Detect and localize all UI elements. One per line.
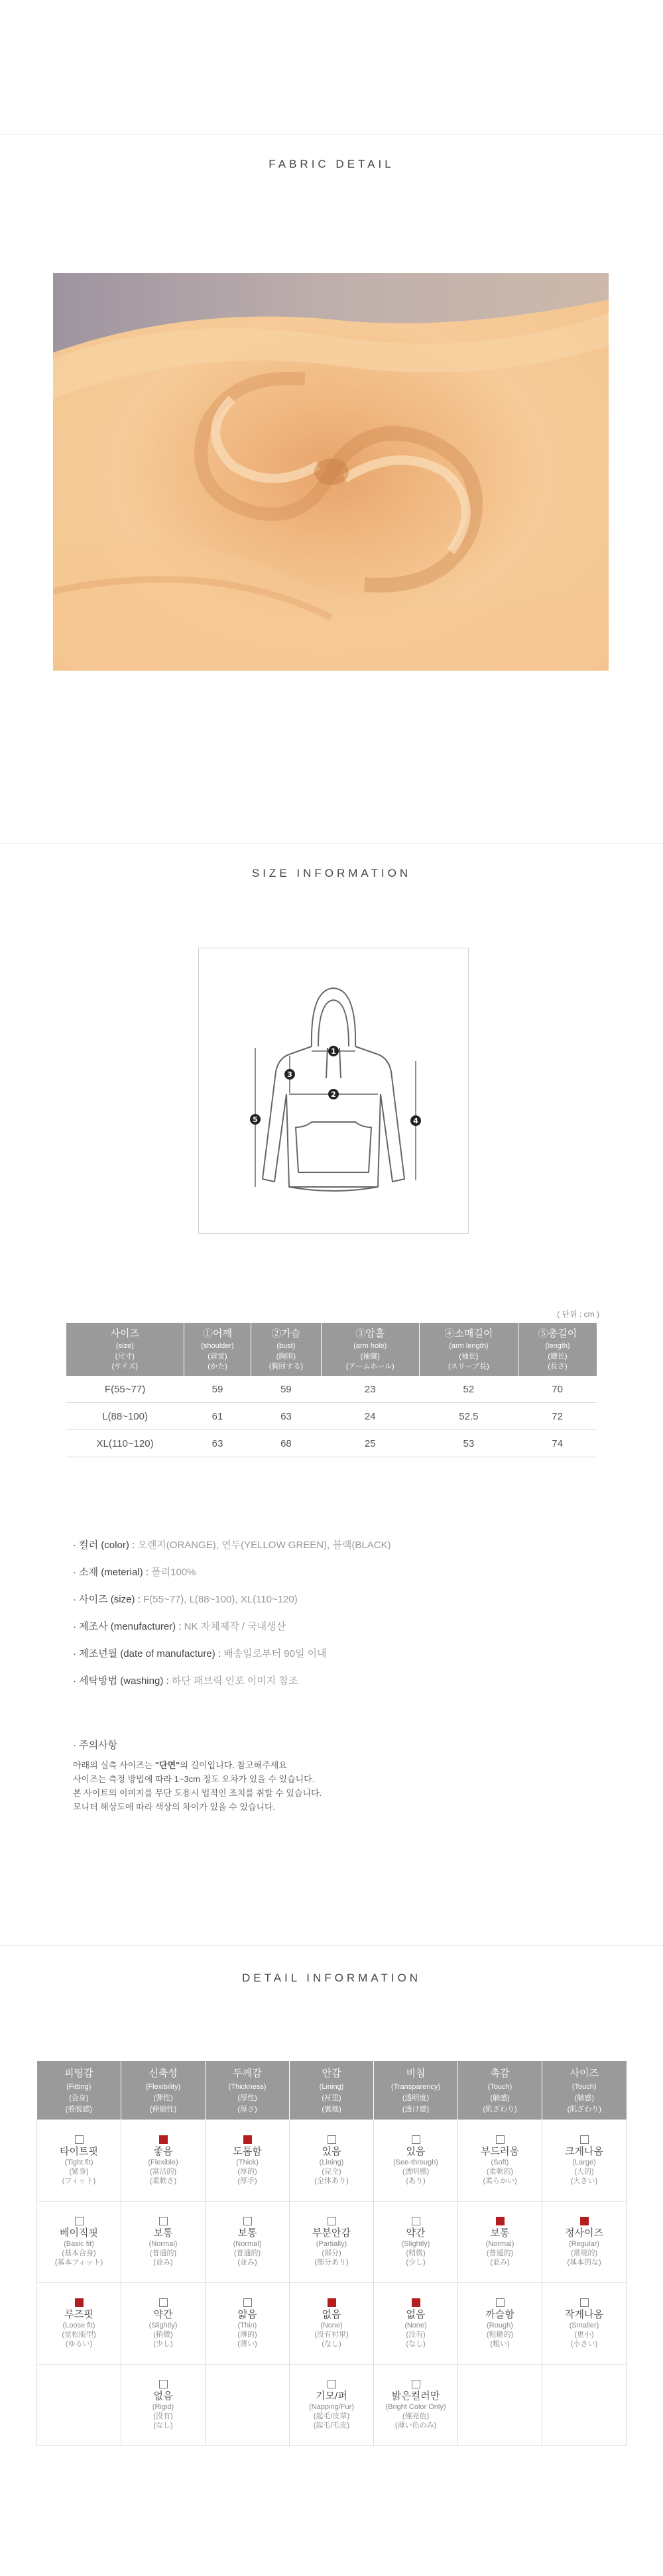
unit-note: ( 단위 : cm ) — [557, 1310, 599, 1319]
header-jp: (スリーブ長) — [448, 1363, 489, 1371]
size-table-cell: 24 — [321, 1403, 419, 1430]
option-cn: (厚的) — [237, 2168, 257, 2176]
marker-5: 5 — [253, 1115, 258, 1124]
checkbox-icon — [580, 2135, 589, 2144]
detail-table-cell — [37, 2283, 121, 2365]
detail-table-header — [458, 2061, 542, 2120]
header-cn: (厚性) — [237, 2094, 257, 2102]
header-jp: (胸回する) — [269, 1363, 304, 1371]
detail-table-cell — [374, 2283, 458, 2365]
section-divider — [0, 843, 663, 844]
option-label: 베이직핏 — [60, 2227, 98, 2239]
header-en: (Flexibility) — [145, 2082, 181, 2091]
size-table-cell: 63 — [251, 1403, 321, 1430]
top-divider — [0, 134, 663, 135]
detail-table-header — [206, 2061, 290, 2120]
option-jp: (粗い) — [490, 2340, 510, 2349]
option-en: (Normal) — [233, 2240, 262, 2249]
header-en: (Thickness) — [228, 2082, 267, 2091]
option-en: (Loose fit) — [62, 2322, 95, 2330]
notice-block — [73, 1738, 603, 1814]
header-cn: (袖窿) — [360, 1352, 380, 1361]
option-label: 없음 — [322, 2309, 341, 2321]
header-main: 피팅감 — [64, 2068, 93, 2079]
size-table-cell: 59 — [184, 1376, 251, 1403]
option-label: 보통 — [237, 2227, 257, 2239]
option-en: (See-through) — [393, 2158, 438, 2167]
header-en: (bust) — [276, 1341, 296, 1350]
option-cn: (普通的) — [486, 2249, 514, 2258]
header-main: 사이즈 — [570, 2068, 599, 2079]
marker-2: 2 — [331, 1090, 336, 1099]
option-cn: (普通的) — [233, 2249, 261, 2258]
option-label: 보통 — [153, 2227, 173, 2239]
option-cn: (完全) — [322, 2168, 341, 2176]
option-jp: (柔らかい) — [483, 2177, 517, 2186]
marker-1: 1 — [331, 1047, 336, 1056]
product-info-value: NK 자체제작 / 국내생산 — [184, 1621, 286, 1632]
checked-box-icon — [580, 2217, 589, 2225]
option-label: 약간 — [153, 2309, 173, 2321]
product-info-item — [73, 1565, 603, 1592]
product-info-item — [73, 1673, 603, 1701]
header-cn: (袖长) — [459, 1352, 479, 1361]
size-table-cell: 23 — [321, 1376, 419, 1403]
option-en: (Rigid) — [152, 2403, 174, 2412]
checkbox-icon — [159, 2380, 168, 2388]
detail-table-cell — [374, 2120, 458, 2202]
header-label: 사이즈 — [110, 1328, 140, 1339]
option-en: (None) — [404, 2322, 427, 2330]
option-en: (Thin) — [237, 2322, 257, 2330]
option-en: (Tight fit) — [64, 2158, 93, 2167]
size-table — [66, 1323, 597, 1457]
header-en: (size) — [115, 1341, 134, 1350]
product-info-label: · 컬러 (color) : — [73, 1540, 138, 1551]
option-jp: (基本的な) — [567, 2259, 601, 2267]
header-jp: (着脱感) — [65, 2105, 92, 2114]
notice-emphasis: "단면" — [154, 1760, 180, 1770]
header-main: 안감 — [322, 2068, 341, 2079]
option-en: (Basic fit) — [64, 2240, 94, 2249]
size-table-header — [518, 1323, 597, 1376]
notice-line: 사이즈는 측정 방법에 따라 1~3cm 정도 오차가 있을 수 있습니다. — [73, 1774, 315, 1784]
option-cn: (常规的) — [570, 2249, 598, 2258]
size-table-cell: XL(110~120) — [66, 1430, 184, 1457]
option-en: (Thick) — [236, 2158, 259, 2167]
checked-box-icon — [159, 2135, 168, 2144]
checked-box-icon — [412, 2298, 420, 2307]
marker-4: 4 — [413, 1117, 418, 1125]
header-cn: (總长) — [548, 1352, 568, 1361]
header-jp: (裏地) — [322, 2105, 341, 2114]
product-info-label: · 소재 (meterial) : — [73, 1567, 152, 1578]
option-cn: (起毛/皮草) — [313, 2412, 350, 2421]
detail-table-cell — [121, 2120, 206, 2202]
header-jp: (かた) — [208, 1363, 227, 1371]
marker-3: 3 — [287, 1070, 292, 1079]
product-info-list — [73, 1538, 603, 1701]
size-table-header — [251, 1323, 321, 1376]
size-table-cell: 72 — [518, 1403, 597, 1430]
option-jp: (並み) — [237, 2259, 257, 2267]
detail-table-header — [121, 2061, 206, 2120]
header-cn: (透明度) — [402, 2094, 430, 2102]
option-cn: (普通的) — [149, 2249, 177, 2258]
detail-table-cell — [542, 2120, 627, 2202]
product-info-label: · 제조사 (menufacturer) : — [73, 1621, 184, 1632]
option-cn: (薄的) — [237, 2331, 257, 2339]
size-table-row — [66, 1403, 597, 1430]
option-cn: (稍微) — [406, 2249, 426, 2258]
option-jp: (薄い) — [237, 2340, 257, 2349]
option-cn: (基本合身) — [62, 2249, 96, 2258]
option-jp: (全体あり) — [314, 2177, 349, 2186]
detail-table-cell — [37, 2202, 121, 2283]
detail-table-header — [290, 2061, 374, 2120]
fabric-photo — [53, 273, 609, 671]
header-label: ①어깨 — [202, 1328, 232, 1339]
checkbox-icon — [328, 2380, 336, 2388]
product-info-value: 하단 패브릭 인포 이미지 참조 — [171, 1675, 298, 1687]
product-info-item — [73, 1538, 603, 1565]
checkbox-icon — [328, 2135, 336, 2144]
option-label: 있음 — [322, 2146, 341, 2158]
option-cn: (柔軟的) — [486, 2168, 514, 2176]
product-info-item — [73, 1646, 603, 1673]
option-jp: (柔軟さ) — [149, 2177, 177, 2186]
size-table-cell: 74 — [518, 1430, 597, 1457]
notice-line — [73, 1758, 603, 1772]
detail-table — [36, 2061, 627, 2446]
detail-table-cell — [290, 2283, 374, 2365]
hoodie-size-diagram — [198, 948, 469, 1234]
option-en: (Soft) — [491, 2158, 509, 2167]
header-en: (arm length) — [449, 1341, 489, 1350]
header-label: ④소매길이 — [444, 1328, 493, 1339]
option-jp: (なし) — [322, 2340, 341, 2349]
option-cn: (透明感) — [402, 2168, 430, 2176]
product-info-label: · 사이즈 (size) : — [73, 1594, 143, 1605]
option-label: 좋음 — [153, 2146, 173, 2158]
size-information-title: SIZE INFORMATION — [251, 867, 412, 879]
option-label: 밝은컬러만 — [391, 2390, 440, 2402]
detail-table-cell — [121, 2202, 206, 2283]
detail-table-cell — [37, 2365, 121, 2446]
header-jp: (透け感) — [402, 2105, 430, 2114]
notice-line: 모니터 해상도에 따라 색상의 차이가 있을 수 있습니다. — [73, 1802, 276, 1812]
option-label: 루즈핏 — [64, 2309, 93, 2321]
detail-information-title: DETAIL INFORMATION — [241, 1972, 422, 1984]
option-en: (Lining) — [319, 2158, 344, 2167]
header-jp: (サイズ) — [111, 1363, 139, 1371]
detail-table-cell — [290, 2202, 374, 2283]
option-label: 없음 — [406, 2309, 426, 2321]
option-cn: (粗糙的) — [486, 2331, 514, 2339]
size-table-header — [66, 1323, 184, 1376]
option-en: (Slightly) — [149, 2322, 178, 2330]
size-table-header — [321, 1323, 419, 1376]
checkbox-icon — [75, 2135, 84, 2144]
option-cn: (没有衬里) — [314, 2331, 349, 2339]
option-en: (Napping/Fur) — [309, 2403, 354, 2412]
size-table-cell: 63 — [184, 1430, 251, 1457]
option-jp: (並み) — [490, 2259, 510, 2267]
detail-table-cell — [458, 2365, 542, 2446]
option-jp: (部分あり) — [314, 2259, 349, 2267]
detail-table-header — [37, 2061, 121, 2120]
option-en: (Flexible) — [148, 2158, 178, 2167]
option-cn: (紧身) — [69, 2168, 89, 2176]
header-label: ③암홀 — [355, 1328, 385, 1339]
option-label: 도톰함 — [233, 2146, 262, 2158]
detail-table-cell — [206, 2202, 290, 2283]
header-en: (length) — [545, 1341, 570, 1350]
option-en: (Smaller) — [569, 2322, 599, 2330]
checkbox-icon — [496, 2135, 505, 2144]
option-jp: (基本フィット) — [54, 2259, 103, 2267]
header-cn: (彈性) — [153, 2094, 173, 2102]
detail-table-cell — [374, 2202, 458, 2283]
header-label: ②가슴 — [271, 1328, 301, 1339]
option-jp: (フィット) — [62, 2177, 96, 2186]
header-jp: (厚さ) — [237, 2105, 257, 2114]
option-label: 기모/퍼 — [316, 2390, 347, 2402]
option-jp: (少し) — [406, 2259, 426, 2267]
size-table-row — [66, 1376, 597, 1403]
option-jp: (並み) — [153, 2259, 173, 2267]
option-en: (None) — [320, 2322, 343, 2330]
header-jp: (肌ざわり) — [567, 2105, 601, 2114]
header-en: (Touch) — [572, 2082, 597, 2091]
detail-table-row — [37, 2283, 627, 2365]
option-en: (Slightly) — [401, 2240, 430, 2249]
option-label: 약간 — [406, 2227, 426, 2239]
size-table-cell: 70 — [518, 1376, 597, 1403]
detail-table-cell — [121, 2365, 206, 2446]
option-cn: (更小) — [574, 2331, 594, 2339]
option-cn: (稍微) — [153, 2331, 173, 2339]
detail-table-cell — [542, 2283, 627, 2365]
detail-table-header — [374, 2061, 458, 2120]
option-cn: (宽松版型) — [62, 2331, 96, 2339]
detail-table-row — [37, 2202, 627, 2283]
product-info-value: F(55~77), L(88~100), XL(110~120) — [143, 1594, 298, 1605]
option-jp: (起毛/毛皮) — [313, 2422, 350, 2430]
detail-table-cell — [458, 2120, 542, 2202]
detail-table-cell — [206, 2365, 290, 2446]
product-info-value: 배송일로부터 90일 이내 — [223, 1648, 327, 1659]
checkbox-icon — [243, 2217, 252, 2225]
size-table-cell: F(55~77) — [66, 1376, 184, 1403]
size-table-header — [419, 1323, 518, 1376]
header-cn: (胸围) — [276, 1352, 296, 1361]
header-cn: (触感) — [574, 2094, 594, 2102]
detail-table-cell — [121, 2283, 206, 2365]
checkbox-icon — [412, 2380, 420, 2388]
size-table-cell: 61 — [184, 1403, 251, 1430]
header-jp: (長さ) — [548, 1363, 568, 1371]
detail-table-cell — [37, 2120, 121, 2202]
option-jp: (少し) — [153, 2340, 173, 2349]
size-table-cell: 68 — [251, 1430, 321, 1457]
option-cn: (部分) — [322, 2249, 341, 2258]
detail-table-cell — [290, 2365, 374, 2446]
detail-table-cell — [458, 2202, 542, 2283]
product-info-label: · 제조년월 (date of manufacture) : — [73, 1648, 224, 1659]
product-info-item — [73, 1619, 603, 1646]
checked-box-icon — [496, 2217, 505, 2225]
option-en: (Normal) — [149, 2240, 178, 2249]
option-jp: (なし) — [406, 2340, 426, 2349]
notice-line: 본 사이트의 이미지를 무단 도용시 법적인 조치를 취할 수 있습니다. — [73, 1788, 322, 1798]
size-table-row — [66, 1430, 597, 1457]
detail-table-cell — [542, 2202, 627, 2283]
option-label: 보통 — [490, 2227, 510, 2239]
header-label: ⑤총길이 — [538, 1328, 577, 1339]
header-en: (Touch) — [487, 2082, 512, 2091]
checked-box-icon — [75, 2298, 84, 2307]
detail-table-cell — [374, 2365, 458, 2446]
option-cn: (富活的) — [149, 2168, 177, 2176]
detail-table-row — [37, 2365, 627, 2446]
fabric-detail-title: FABRIC DETAIL — [269, 158, 394, 170]
option-label: 작게나옴 — [565, 2309, 603, 2321]
header-cn: (衬里) — [322, 2094, 341, 2102]
option-cn: (没有) — [153, 2412, 173, 2421]
detail-table-header — [542, 2061, 627, 2120]
section-divider — [0, 1945, 663, 1946]
checked-box-icon — [243, 2135, 252, 2144]
option-en: (Bright Color Only) — [385, 2403, 446, 2412]
header-en: (Fitting) — [66, 2082, 91, 2091]
header-main: 촉감 — [490, 2068, 510, 2079]
checkbox-icon — [412, 2135, 420, 2144]
size-table-cell: 52.5 — [419, 1403, 518, 1430]
product-info-item — [73, 1592, 603, 1619]
option-en: (Large) — [572, 2158, 596, 2167]
detail-table-cell — [206, 2120, 290, 2202]
option-label: 있음 — [406, 2146, 426, 2158]
size-table-cell: 52 — [419, 1376, 518, 1403]
header-en: (Lining) — [319, 2082, 344, 2091]
option-jp: (小さい) — [570, 2340, 598, 2349]
notice-text: 의 길이입니다. 참고해주세요 — [180, 1760, 287, 1770]
option-jp: (あり) — [406, 2177, 426, 2186]
product-info-label: · 세탁방법 (washing) : — [73, 1675, 172, 1687]
header-en: (arm hole) — [353, 1341, 387, 1350]
checkbox-icon — [243, 2298, 252, 2307]
option-jp: (ゆるい) — [65, 2340, 93, 2349]
detail-table-cell — [290, 2120, 374, 2202]
option-cn: (没有) — [406, 2331, 426, 2339]
product-info-value: 오렌지(ORANGE), 연두(YELLOW GREEN), 블랙(BLACK) — [137, 1540, 391, 1551]
detail-table-row — [37, 2120, 627, 2202]
option-jp: (なし) — [153, 2422, 173, 2430]
checkbox-icon — [159, 2298, 168, 2307]
header-main: 두께감 — [233, 2068, 262, 2079]
size-table-cell: L(88~100) — [66, 1403, 184, 1430]
checkbox-icon — [496, 2298, 505, 2307]
header-cn: (肩宽) — [208, 1352, 227, 1361]
option-en: (Regular) — [569, 2240, 599, 2249]
size-table-header — [184, 1323, 251, 1376]
option-jp: (薄い色のみ) — [394, 2422, 437, 2430]
header-jp: (伸縮性) — [149, 2105, 177, 2114]
size-table-cell: 25 — [321, 1430, 419, 1457]
option-jp: (大きい) — [570, 2177, 598, 2186]
detail-table-cell — [206, 2283, 290, 2365]
option-label: 얇음 — [237, 2309, 257, 2321]
size-table-cell: 53 — [419, 1430, 518, 1457]
checked-box-icon — [328, 2298, 336, 2307]
option-label: 부분안감 — [312, 2227, 351, 2239]
header-cn: (触感) — [490, 2094, 510, 2102]
option-label: 타이트핏 — [60, 2146, 98, 2158]
header-en: (Transparency) — [391, 2082, 441, 2091]
detail-table-cell — [458, 2283, 542, 2365]
option-cn: (大的) — [574, 2168, 594, 2176]
option-en: (Rough) — [487, 2322, 513, 2330]
header-jp: (肌ざわり) — [483, 2105, 517, 2114]
header-cn: (合身) — [69, 2094, 89, 2102]
option-en: (Normal) — [485, 2240, 514, 2249]
detail-table-cell — [542, 2365, 627, 2446]
checkbox-icon — [75, 2217, 84, 2225]
checkbox-icon — [159, 2217, 168, 2225]
header-en: (shoulder) — [201, 1341, 234, 1350]
option-label: 까슬함 — [485, 2309, 514, 2321]
option-label: 정사이즈 — [565, 2227, 603, 2239]
header-jp: (アームホール) — [345, 1363, 394, 1371]
notice-text: 아래의 실측 사이즈는 — [73, 1760, 155, 1770]
header-main: 신축성 — [149, 2068, 178, 2079]
checkbox-icon — [580, 2298, 589, 2307]
checkbox-icon — [328, 2217, 336, 2225]
size-table-cell: 59 — [251, 1376, 321, 1403]
header-cn: (尺寸) — [115, 1352, 135, 1361]
option-cn: (僅亮色) — [402, 2412, 430, 2421]
option-label: 부드러움 — [481, 2146, 519, 2158]
product-info-value: 폴리100% — [151, 1567, 196, 1578]
header-main: 비침 — [406, 2068, 426, 2079]
checkbox-icon — [412, 2217, 420, 2225]
option-label: 크게나옴 — [565, 2146, 603, 2158]
option-label: 없음 — [153, 2390, 173, 2402]
option-en: (Partially) — [316, 2240, 347, 2249]
option-jp: (厚手) — [237, 2177, 257, 2186]
notice-title: · 주의사항 — [73, 1740, 118, 1751]
